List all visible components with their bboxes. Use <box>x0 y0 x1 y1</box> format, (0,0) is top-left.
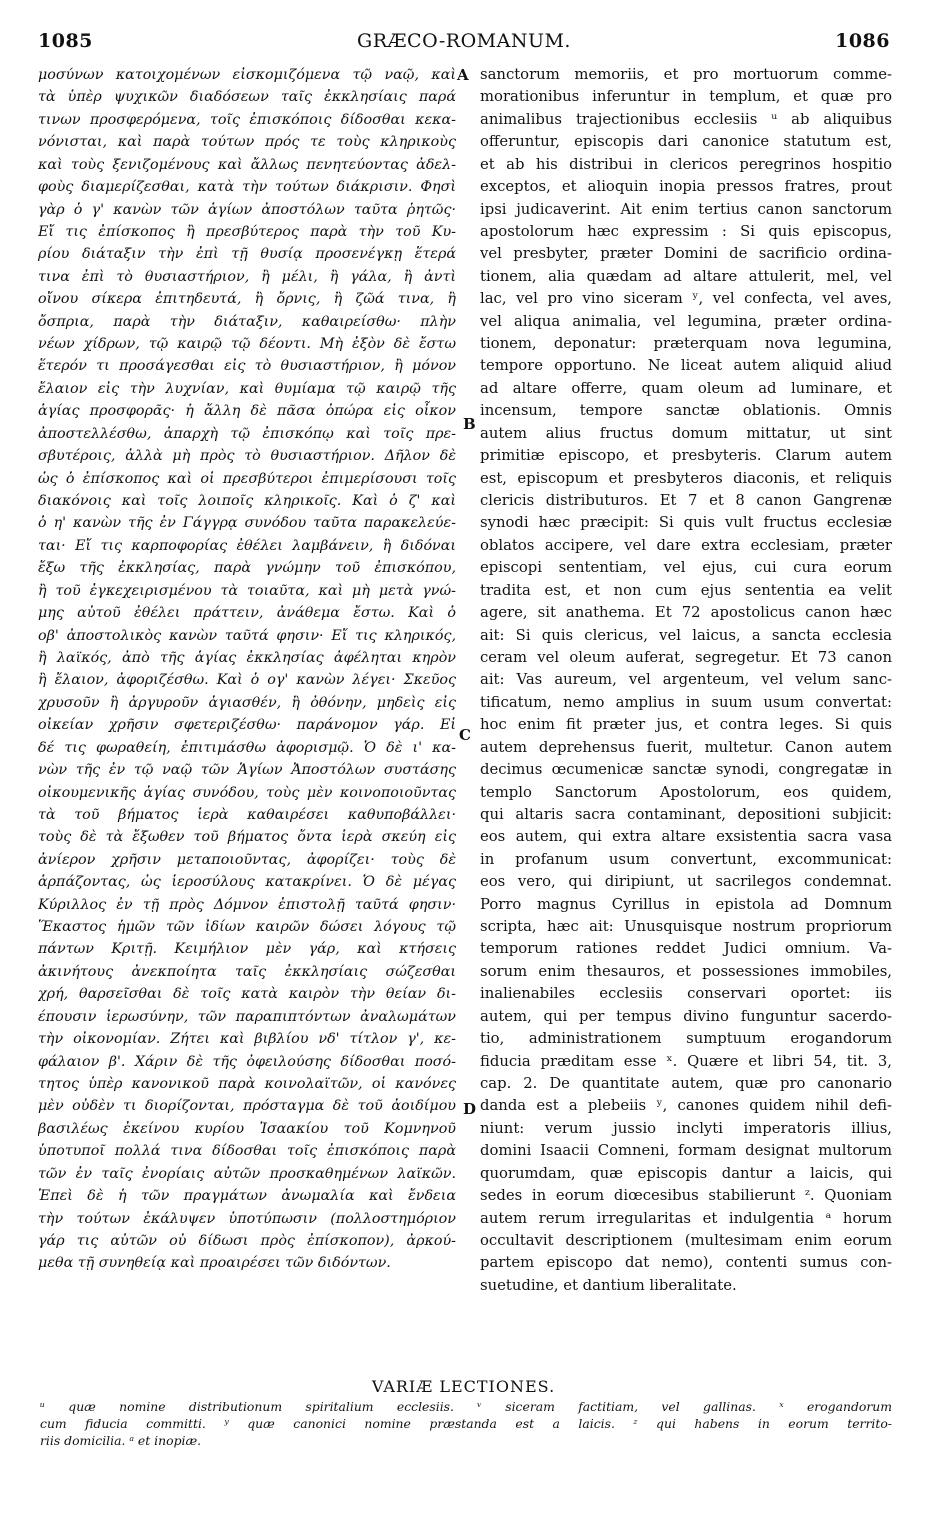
latin-text-line: quorumdam, quæ episcopis dantur a laicis, qui <box>480 1164 892 1182</box>
margin-marker-c: C <box>459 726 471 744</box>
latin-text-line: tionem, deponatur: præterquam nova legumina, <box>480 335 892 353</box>
latin-text-line: apostolorum hæc expressim : Si quis episcopus, <box>480 222 892 240</box>
greek-text-line: μοσύνων κατοιχομένων εἰσκομιζόμενα τῷ ναῷ, καὶ <box>38 67 456 83</box>
latin-text-line: sorum enim thesauros, et possessiones immobiles, <box>480 962 892 980</box>
latin-text-line: vel aliqua animalia, vel legumina, præter ordina- <box>480 312 892 330</box>
right-page-number: 1086 <box>835 30 890 52</box>
greek-text-line: Εἴ τις ἐπίσκοπος ἢ πρεσβύτερος παρὰ τὴν τοῦ Κυ- <box>38 223 456 240</box>
greek-text-line: τινα ἐπὶ τὸ θυσιαστήριον, ἢ μέλι, ἢ γάλα, ἢ ἀντὶ <box>38 268 456 285</box>
latin-text-line: tificatum, nemo amplius in suum usum convertat: <box>480 693 892 711</box>
latin-text-line: clericis distributuros. Et 7 et 8 canon Gangrenæ <box>480 492 892 510</box>
latin-text-line: hoc enim fit præter jus, et contra leges. Si quis <box>480 716 892 734</box>
greek-text-line: ρίου διάταξιν τὴν ἐπὶ τῇ θυσίᾳ προσενέγκῃ ἕτερά <box>38 246 456 263</box>
greek-text-line: ἀνίερον χρῆσιν μεταποιοῦντας, ἀφορίζει· τοὺς δὲ <box>38 851 456 868</box>
latin-text-line: ceram vel oleum auferat, segregetur. Et 73 canon <box>480 648 892 666</box>
latin-text-line: suetudine, et dantium liberalitate. <box>480 1276 737 1294</box>
latin-text-line: offeruntur, episcopis dari canonice statutum est, <box>480 133 892 151</box>
latin-text-line: incensum, tempore sanctæ oblationis. Omnis <box>480 402 892 420</box>
variant-reading-line: ᵘ quæ nomine distributionum spiritalium ecclesiis. ᵛ siceram factitiam, vel gallinas. ˣ erogandorum <box>40 1399 892 1414</box>
greek-text-line: ἢ ἔλαιον, ἀφοριζέσθω. Καὶ ὁ ογ' κανὼν λέγει· Σκεῦος <box>38 672 456 689</box>
latin-text-line: ipsi judicaverint. Ait enim tertius canon sanctorum <box>480 200 892 218</box>
greek-text-line: τὰ ὑπὲρ ψυχικῶν διαδόσεων ταῖς ἐκκλησίαις παρά <box>38 89 456 106</box>
greek-text-line: ἢ λαϊκός, ἀπὸ τῆς ἁγίας ἐκκλησίας ἀφέληται κηρὸν <box>38 649 456 666</box>
latin-text-line: qui altaris sacra contaminant, depositioni subjicit: <box>480 805 892 823</box>
greek-text-line: τὴν τούτων ἐκάλυψεν ὑποτύπωσιν (πολλοστημόριον <box>38 1210 456 1227</box>
greek-text-line: σβυτέροις, ἀλλὰ μὴ πρὸς τὸ θυσιαστήριον. Δῆλον δὲ <box>38 448 456 465</box>
greek-text-line: οβ' ἀποστολικὸς κανὼν ταῦτά φησιν· Εἴ τις κληρικός, <box>38 627 456 644</box>
greek-text-line: μεθα τῇ συνηθείᾳ καὶ προαιρέσει τῶν διδόντων. <box>38 1255 391 1272</box>
greek-text-line: ἢ τοῦ ἐγκεχειρισμένου τὰ τοιαῦτα, καὶ μὴ μετὰ γνώ- <box>38 582 456 599</box>
latin-text-line: tio, administrationem sumptuum erogandorum <box>480 1030 892 1048</box>
latin-text-line: in profanum usum convertunt, excommunicat: <box>480 850 892 868</box>
latin-text-line: partem episcopo dat nemo), contenti sumus con- <box>480 1254 892 1272</box>
greek-text-line: νέων χίδρων, τῷ καιρῷ τῷ δέοντι. Μὴ ἐξὸν δὲ ἔστω <box>38 336 456 353</box>
greek-text-line: έπουσιν ἱερωσύνην, τῶν παραπιπτόντων ἀναλωμάτων <box>38 1008 456 1025</box>
latin-text-line: autem rerum irregularitas et indulgentia ᵃ horum <box>480 1209 892 1227</box>
latin-text-line: templo Sanctorum Apostolorum, eos quidem, <box>480 783 892 801</box>
latin-text-line: sedes in eorum diœcesibus stabilierunt ᶻ. Quoniam <box>480 1187 892 1205</box>
margin-marker-d: D <box>463 1100 477 1118</box>
latin-text-line: danda est a plebeiis ʸ, canones quidem nihil defi- <box>480 1097 892 1115</box>
greek-text-line: φοὺς διαμερίζεσθαι, κατὰ τὴν τούτων διάκρισιν. Φησὶ <box>38 179 456 196</box>
greek-text-line: τινων προσφερόμενα, τοῖς ἐπισκόποις δίδοσθαι κεκα- <box>38 111 456 128</box>
latin-text-line: autem, qui per tempus divino funguntur sacerdo- <box>480 1007 892 1025</box>
variant-reading-line: riis domicilia. ᵃ et inopiæ. <box>40 1433 202 1448</box>
margin-marker-b: B <box>463 415 476 433</box>
latin-text-line: oblatos accipere, vel dare extra ecclesiam, præter <box>480 536 892 554</box>
latin-text-line: Porro magnus Cyrillus in epistola ad Domnum <box>480 895 892 913</box>
greek-text-line: καὶ τοὺς ξενιζομένους καὶ ἄλλως πενητεύοντας ἀδελ- <box>38 156 456 173</box>
greek-text-line: ἔξω τῆς ἐκκλησίας, παρὰ γνώμην τοῦ ἐπισκόπου, <box>38 560 456 577</box>
greek-text-line: ἕτερόν τι προσάγεσθαι εἰς τὸ θυσιαστήριον, ἢ μόνον <box>38 358 456 375</box>
greek-text-line: μης αὐτοῦ ἐθέλει πράττειν, ἀνάθεμα ἔστω. Καὶ ὁ <box>38 605 456 622</box>
greek-text-line: χρή, θαρσεῖσθαι δὲ τοῖς κατὰ καιρὸν τὴν θείαν δι- <box>38 986 456 1003</box>
latin-text-line: temporum rationes reddet Judici omnium. Va- <box>480 940 892 958</box>
page-header <box>38 30 890 60</box>
latin-text-line: exceptos, et alioquin inopia pressos fratres, prout <box>480 178 892 196</box>
greek-text-line: οἰκουμενικῆς ἁγίας συνόδου, τοὺς μὲν κοινοποιοῦντας <box>38 784 456 801</box>
greek-text-line: πάντων Κριτῇ. Κειμήλιον μὲν γάρ, καὶ κτήσεις <box>38 941 456 958</box>
greek-text-line: ὄσπρια, παρὰ τὴν διάταξιν, καθαιρείσθω· πλὴν <box>38 313 456 330</box>
latin-text-line: et ab his distribui in clericos peregrinos hospitio <box>480 155 892 173</box>
latin-text-line: tempore opportuno. Ne liceat autem aliquid aliud <box>480 357 892 375</box>
greek-text-line: βασιλέως ἐκείνου κυρίου Ἰσαακίου τοῦ Κομνηνοῦ <box>38 1120 456 1137</box>
greek-text-line: τὴν οἰκονομίαν. Ζήτει καὶ βιβλίου νδ' τίτλον γ', κε- <box>38 1031 456 1048</box>
greek-text-line: γὰρ ὁ γ' κανὼν τῶν ἁγίων ἀποστόλων ταῦτα ῥητῶς· <box>38 201 456 218</box>
latin-text-line: cap. 2. De quantitate autem, quæ pro canonario <box>480 1074 892 1092</box>
latin-text-line: inalienabiles ecclesiis conservari oportet: iis <box>480 985 892 1003</box>
greek-text-line: ἀποστελλέσθω, ἀπαρχὴ τῷ ἐπισκόπῳ καὶ τοῖς πρε- <box>38 425 456 442</box>
latin-text-line: primitiæ episcopo, et presbyteris. Clarum autem <box>480 447 892 465</box>
latin-text-line: ad altare offerre, quam oleum ad luminare, et <box>480 379 892 397</box>
latin-text-line: agere, sit anathema. Et 72 apostolicus canon hæc <box>480 604 892 622</box>
greek-text-line: χρυσοῦν ἢ ἀργυροῦν ἁγιασθέν, ἢ ὀθόνην, μηδεὶς εἰς <box>38 694 456 711</box>
latin-text-line: eos vero, qui diripiunt, ut sacrilegos condemnat. <box>480 873 892 891</box>
greek-text-line: δέ τις φωραθείη, ἐπιτιμάσθω ἀφορισμῷ. Ὁ δὲ ι' κα- <box>38 739 456 756</box>
latin-text-line: fiducia præditam esse ˣ. Quære et libri 54, tit. 3, <box>480 1052 892 1070</box>
latin-text-line: niunt: verum jussio inclyti imperatoris illius, <box>480 1119 892 1137</box>
greek-text-line: τὰ τοῦ βήματος ἱερὰ καθαιρέσει καθυποβάλλει· <box>38 806 456 823</box>
latin-text-line: ait: Vas aureum, vel argenteum, vel velum sanc- <box>480 671 892 689</box>
latin-text-line: sanctorum memoriis, et pro mortuorum comme- <box>480 66 892 83</box>
greek-text-line: ἀκινήτους ἀνεκποίητα ταῖς ἐκκλησίαις σώζεσθαι <box>38 963 456 980</box>
latin-text-line: autem deprehensus fuerit, multetur. Canon autem <box>480 738 892 756</box>
greek-text-line: ται· Εἴ τις καρποφορίας ἐθέλει λαμβάνειν, ἢ διδόναι <box>38 537 456 554</box>
greek-text-line: διακόνοις καὶ τοῖς λοιποῖς κληρικοῖς. Καὶ ὁ ζ' καὶ <box>38 493 456 510</box>
latin-text-line: eos autem, qui extra altare exsistentia sacra vasa <box>480 828 892 846</box>
latin-text-line: synodi hæc præcipit: Si quis vult fructus ecclesiæ <box>480 514 892 532</box>
greek-text-line: ἁγίας προσφορᾶς· ἡ ἄλλη δὲ πᾶσα ὀπώρα εἰς οἶκον <box>38 403 456 420</box>
greek-text-line: ὁ η' κανὼν τῆς ἐν Γάγγρᾳ συνόδου ταῦτα παρακελεύε- <box>38 515 456 532</box>
greek-text-line: τητος ὑπὲρ κανονικοῦ παρὰ κοινολαϊτῶν, οἱ κανόνες <box>38 1075 456 1092</box>
greek-text-line: οἰκείαν χρῆσιν σφετεριζέσθω· παράνομον γάρ. Εἰ <box>38 717 456 734</box>
greek-text-line: φάλαιον β'. Χάριν δὲ τῆς ὀφειλούσης δίδοσθαι ποσό- <box>38 1053 456 1070</box>
greek-text-line: γάρ τις αὐτῶν οὐ δίδωσι πρὸς ἐπίσκοπον), ἀρκού- <box>38 1232 456 1249</box>
greek-text-line: τῶν ἐν ταῖς ἐνορίαις αὐτῶν προσκαθημένων λαϊκῶν. <box>38 1165 456 1182</box>
variant-reading-line: cum fiducia committi. ʸ quæ canonici nomine præstanda est a laicis. ᶻ qui habens in eorum territo- <box>40 1416 892 1431</box>
greek-text-line: οἴνου σίκερα ἐπιτηδευτά, ἢ ὄρνις, ἢ ζῶά τινα, ἢ <box>38 291 456 308</box>
latin-text-line: tradita est, et non cum ejus sententia ea velit <box>480 581 892 599</box>
greek-text-line: ὡς ὁ ἐπίσκοπος καὶ οἱ πρεσβύτεροι ἐπιμερίσουσι τοῖς <box>38 470 456 487</box>
latin-text-line: animalibus trajectionibus ecclesiis ᵘ ab aliquibus <box>480 110 892 128</box>
greek-text-line: ὑποτυποῖ πολλά τινα δίδοσθαι τοῖς ἐπισκόποις παρὰ <box>38 1143 456 1160</box>
latin-text-line: tionem, alia quædam ad altare attulerit, mel, vel <box>480 267 892 285</box>
greek-column <box>38 64 456 1275</box>
greek-text-line: ἁρπάζοντας, ὡς ἱεροσύλους κατακρίνει. Ὁ δὲ μέγας <box>38 874 456 891</box>
latin-text-line: episcopi sententiam, vel ejus, cui cura eorum <box>480 559 892 577</box>
greek-text-line: Κύριλλος ἐν τῇ πρὸς Δόμνον ἐπιστολῇ ταῦτά φησιν· <box>38 896 456 913</box>
latin-text-line: morationibus inferuntur in templum, et quæ pro <box>480 88 892 106</box>
greek-text-line: τοὺς δὲ τὰ ἔξωθεν τοῦ βήματος ὄντα ἱερὰ σκεύη εἰς <box>38 829 456 846</box>
latin-text-line: vel presbyter, præter Domini de sacrificio ordina- <box>480 245 892 263</box>
latin-text-line: ait: Si quis clericus, vel laicus, a sancta ecclesia <box>480 626 892 644</box>
greek-text-line: νὼν τῆς ἐν τῷ ναῷ τῶν Ἁγίων Ἀποστόλων συστάσης <box>38 762 456 779</box>
latin-text-line: decimus œcumenicæ sanctæ synodi, congregatæ in <box>480 761 892 779</box>
variae-lectiones-notes <box>40 1398 892 1449</box>
latin-text-line: scripta, hæc ait: Unusquisque nostrum propriorum <box>480 918 892 936</box>
greek-text-line: Ἕκαστος ἡμῶν τῶν ἰδίων καιρῶν δώσει λόγους τῷ <box>38 919 456 936</box>
latin-text-line: autem alius fructus domum mittatur, ut sint <box>480 424 892 442</box>
latin-text-line: est, episcopum et presbyteros diaconis, et reliquis <box>480 469 892 487</box>
margin-marker-a: A <box>457 66 469 84</box>
latin-column <box>480 64 892 1297</box>
greek-text-line: νόνισται, καὶ παρὰ τούτων πρός τε τοὺς κληρικοὺς <box>38 134 456 151</box>
greek-text-line: μὲν οὐδὲν τι διορίζονται, πρόσταγμα δὲ τοῦ ἀοιδίμου <box>38 1098 456 1115</box>
left-page-number: 1085 <box>38 30 93 52</box>
latin-text-line: domini Isaacii Comneni, formam designat multorum <box>480 1142 892 1160</box>
variae-lectiones-title: VARIÆ LECTIONES. <box>371 1377 556 1396</box>
latin-text-line: occultavit descriptionem (multesimam enim eorum <box>480 1231 892 1249</box>
greek-text-line: ἔλαιον εἰς τὴν λυχνίαν, καὶ θυμίαμα τῷ καιρῷ τῆς <box>38 380 456 397</box>
running-title: GRÆCO-ROMANUM. <box>357 30 571 52</box>
greek-text-line: Ἐπεὶ δὲ ἡ τῶν πραγμάτων ἀνωμαλία καὶ ἔνδεια <box>38 1188 456 1205</box>
latin-text-line: lac, vel pro vino siceram ʸ, vel confecta, vel aves, <box>480 290 892 308</box>
